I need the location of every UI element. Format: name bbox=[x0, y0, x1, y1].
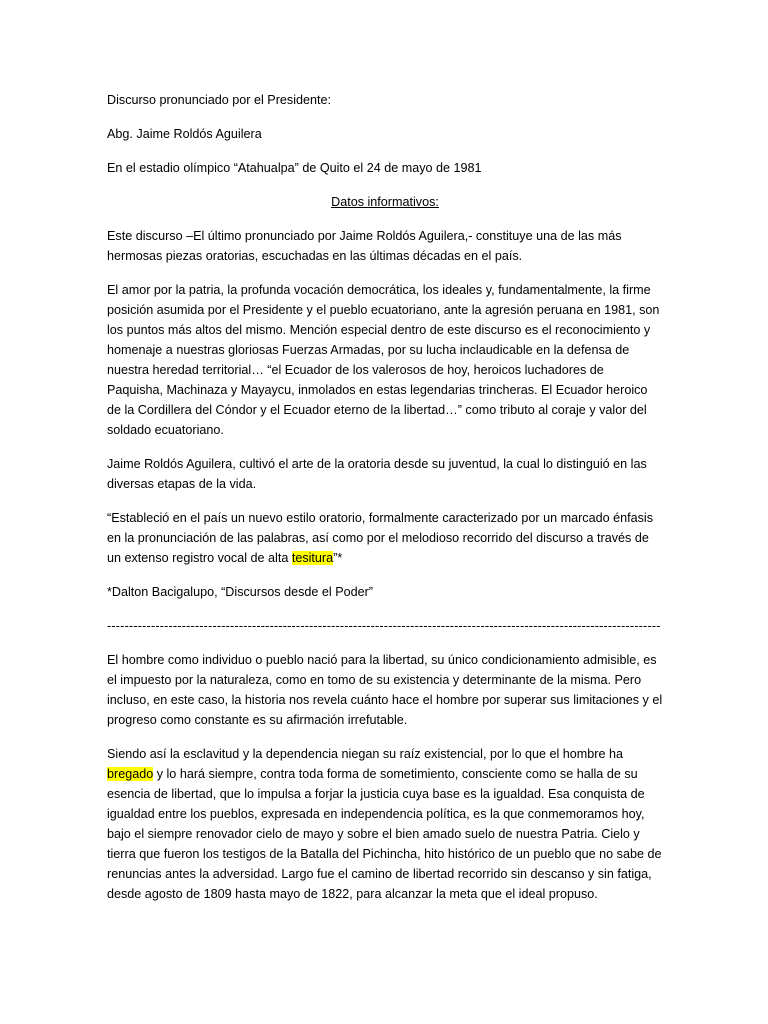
speaker-name: Abg. Jaime Roldós Aguilera bbox=[107, 127, 262, 141]
paragraph-quote bbox=[107, 508, 663, 568]
paragraph-context: El amor por la patria, la profunda vocación democrática, los ideales y, fundamentalmente, la firme posición asumida por el Presidente y el pueblo ecuatoriano, ante la agresión peruana en 1981, son los puntos más altos del mismo. Mención especial dentro de este discurso es el reconocimiento y homenaje a nuestras gloriosas Fuerzas Armadas, por su lucha inclaudicable en la defensa de nuestra heredad territorial… “el Ecuador de los valerosos de hoy, heroicos luchadores de Paquisha, Machinaza y Mayaycu, inmolados en estas legendarias trincheras. El Ecuador heroico de la Cordillera del Cóndor y el Ecuador eterno de la libertad…” como tributo al coraje y valor del soldado ecuatoriano. bbox=[107, 283, 660, 437]
highlighted-word-tesitura: tesitura bbox=[291, 551, 334, 565]
speech-heading: Discurso pronunciado por el Presidente: bbox=[107, 93, 332, 107]
document-page bbox=[107, 90, 663, 904]
section-title: Datos informativos: bbox=[331, 195, 439, 209]
speech-text: Siendo así la esclavitud y la dependencia niegan su raíz existencial, por lo que el hombre ha bbox=[107, 747, 623, 761]
paragraph-intro: Este discurso –El último pronunciado por Jaime Roldós Aguilera,- constituye una de las más hermosas piezas oratorias, escuchadas en las últimas décadas en el país. bbox=[107, 229, 622, 263]
venue-line: En el estadio olímpico “Atahualpa” de Quito el 24 de mayo de 1981 bbox=[107, 161, 482, 175]
paragraph-oratory: Jaime Roldós Aguilera, cultivó el arte de la oratoria desde su juventud, la cual lo distinguió en las diversas etapas de la vida. bbox=[107, 457, 647, 491]
citation: *Dalton Bacigalupo, “Discursos desde el Poder” bbox=[107, 585, 374, 599]
quote-end: ”* bbox=[333, 551, 343, 565]
quote-text: “Estableció en el país un nuevo estilo oratorio, formalmente caracterizado por un marcado énfasis en la pronunciación de las palabras, así como por el melodioso recorrido del discurso a través de un extenso registro vocal de alta bbox=[107, 511, 654, 565]
highlighted-word-bregado: bregado bbox=[107, 767, 154, 781]
speech-paragraph-1: El hombre como individuo o pueblo nació para la libertad, su único condicionamiento admisible, es el impuesto por la naturaleza, como en tomo de su existencia y determinante de la misma. Pero incluso, en este caso, la historia nos revela cuánto hace el hombre por superar sus limitaciones y el progreso como constante es su afirmación irrefutable. bbox=[107, 653, 663, 727]
separator-line: ------------------------------------------------------------------------------------------------------------------------------ bbox=[107, 619, 661, 633]
speech-text-rest: y lo hará siempre, contra toda forma de sometimiento, consciente como se halla de su esencia de libertad, que lo impulsa a forjar la justicia cuya base es la igualdad. Esa conquista de igualdad entre los pueblos, expresada en independencia política, es la que conmemoramos hoy, bajo el siempre renovador cielo de mayo y sobre el bien amado suelo de nuestra Patria. Cielo y tierra que fueron los testigos de la Batalla del Pichincha, hito histórico de un pueblo que no sabe de renuncias antes la adversidad. Largo fue el camino de libertad recorrido sin descanso y sin fatiga, desde agosto de 1809 hasta mayo de 1822, para alcanzar la meta que el ideal propuso. bbox=[107, 767, 662, 901]
speech-paragraph-2 bbox=[107, 744, 663, 904]
